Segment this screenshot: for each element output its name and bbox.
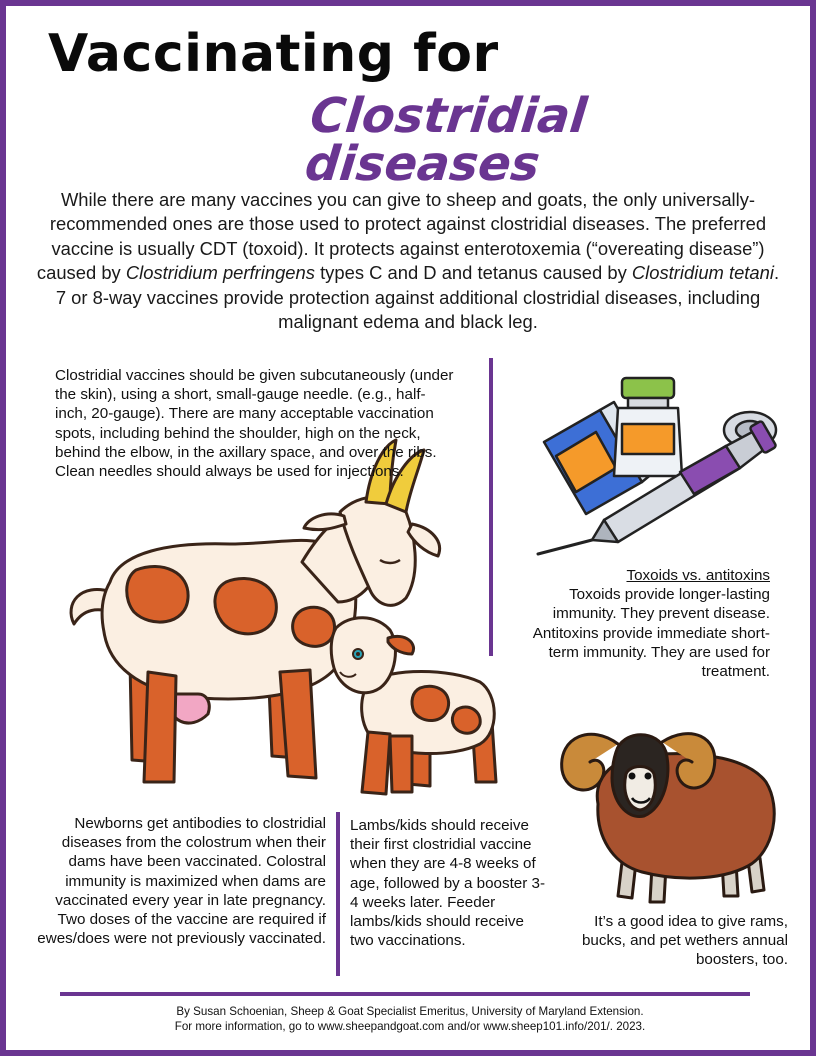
intro-text-2: types C and D and tetanus caused by [314,262,632,284]
title-line-2: Clostridial diseases [302,88,590,192]
species-tetani: Clostridium tetani [631,262,774,284]
ram-illustration [552,712,782,908]
credit-line-1: By Susan Schoenian, Sheep & Goat Specialist Emeritus, University of Maryland Extension. [176,1005,644,1018]
intro-text-1: While there are many vaccines you can give to sheep and goats, the only universally-recommended ones are those used to protect against clostridial diseases. The preferred vaccine is usually CDT (toxoid). It protects against enterotoxemia (“overeating disease”) caused by [36,189,767,284]
goat-illustration [40,432,500,804]
rams-booster-text: It’s a good idea to give rams, bucks, and pet wethers annual boosters, too. [581,913,788,969]
credit-footer [60,1004,760,1034]
lambs-kids-text: Lambs/kids should receive their first clostridial vaccine when they are 4-8 weeks of age, followed by a booster 3-4 weeks later. Feeder lambs/kids should receive two vaccinations. [350,817,546,950]
divider-vertical-lower [336,812,340,976]
species-perfringens: Clostridium perfringens [125,262,315,284]
toxoids-text: Toxoids provide longer-lasting immunity. They prevent disease. Antitoxins provide immediate short-term immunity. They are used for treatment. [532,586,770,681]
divider-horizontal [60,992,750,996]
credit-line-2: For more information, go to www.sheepandgoat.com and/or www.sheep101.info/201/. 2023. [174,1020,646,1033]
toxoids-heading: Toxoids vs. antitoxins [626,567,770,584]
intro-text-3: . 7 or 8-way vaccines provide protection against additional clostridial diseases, including malignant edema and black leg. [55,262,780,333]
toxoids-box [512,566,770,681]
vaccine-illustration [530,372,780,556]
title-line-1: Vaccinating for [48,24,499,84]
divider-vertical-upper [489,358,493,656]
newborns-text: Newborns get antibodies to clostridial diseases from the colostrum when their dams have been vaccinated. Colostral immunity is maximized when dams are vaccinated every year in late pregnancy. Two doses of the vaccine are required if ewes/does were not previously vaccinated. [37,815,326,948]
injection-guidance-text: Clostridial vaccines should be given subcutaneously (under the skin), using a short, small-gauge needle. (e.g., half-inch, 20-gauge). There are many acceptable vaccination spots, including behind the shoulder, high on the neck, behind the elbow, in the axillary space, and over the ribs. Clean needles should always be used for injections. [55,367,454,481]
intro-paragraph [30,188,786,334]
